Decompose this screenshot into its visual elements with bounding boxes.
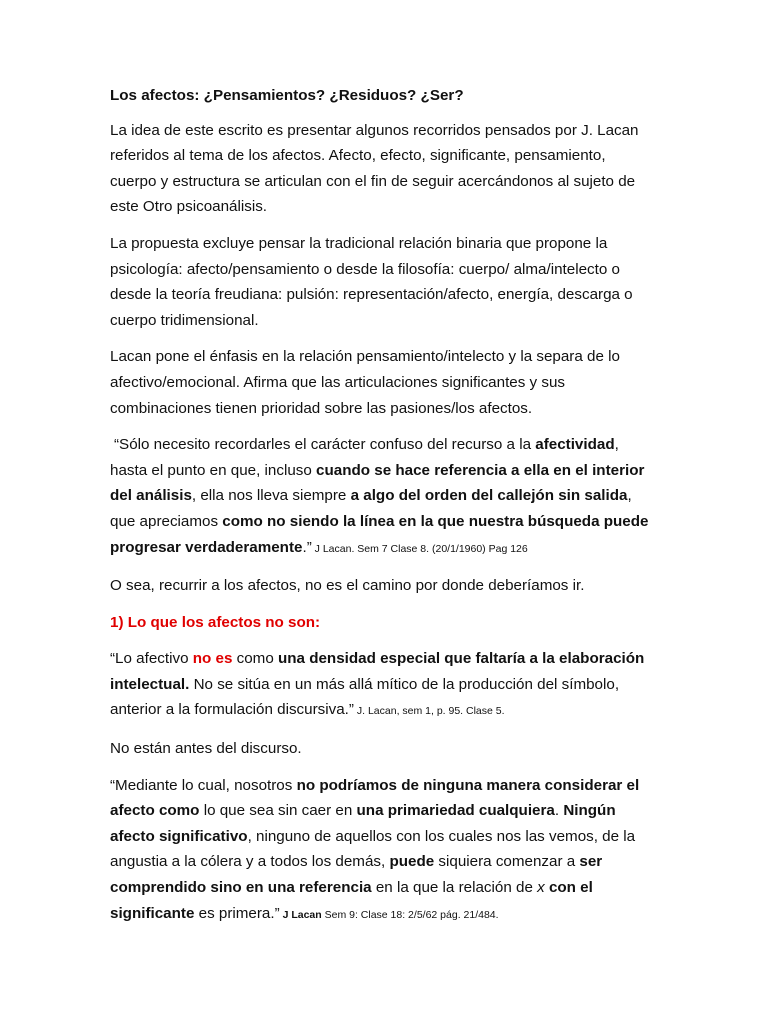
quote-text: No se sitúa en un más allá mítico de la producción del símbolo, anterior a la formulación discursiva.” xyxy=(110,675,620,719)
document-title: Los afectos: ¿Pensamientos? ¿Residuos? ¿Ser? xyxy=(110,87,464,104)
paragraph-proposal: La propuesta excluye pensar la tradicional relación binaria que propone la psicología: afecto/pensamiento o desde la filosofía: cuerpo/ alma/intelecto o desde la teoría freudiana: pulsión: representación/afecto, energía, descarga o cuerpo tridimensional. xyxy=(110,234,633,329)
citation: Sem 9: Clase 18: 2/5/62 pág. 21/484. xyxy=(321,908,499,921)
quote-emphasis: afectividad xyxy=(535,436,615,454)
document-page xyxy=(110,83,650,939)
citation: J. Lacan, sem 1, p. 95. Clase 5. xyxy=(353,705,505,718)
quote-text: , ella nos lleva siempre xyxy=(191,487,351,505)
quote-emphasis: con el significante xyxy=(110,879,593,922)
quote-text: lo que sea sin caer en xyxy=(199,802,357,820)
quote-text: como xyxy=(232,650,278,668)
quote-text: en la que la relación de xyxy=(371,879,538,897)
quote-lo-afectivo xyxy=(110,646,650,725)
quote-emphasis: a algo del orden del callejón sin salida xyxy=(350,487,628,505)
quote-text: siquiera comenzar a xyxy=(434,853,580,871)
quote-text: , ninguno de aquellos con los cuales nos las vemos, de la angustia a la cólera y a todos los demás, xyxy=(110,827,636,871)
citation-author: J Lacan xyxy=(279,908,322,921)
quote-italic: x xyxy=(537,879,545,897)
quote-afectividad xyxy=(110,432,650,562)
paragraph-lacan-emphasis: Lacan pone el énfasis en la relación pensamiento/intelecto y la separa de lo afectivo/emocional. Afirma que las articulaciones significantes y sus combinaciones tienen prioridad sobre las pasiones/los afectos. xyxy=(110,348,620,417)
quote-text: es primera.” xyxy=(194,904,280,922)
quote-emphasis: una densidad especial que faltaría a la elaboración intelectual. xyxy=(110,650,645,693)
quote-text: , hasta el punto en que, incluso xyxy=(110,436,619,479)
paragraph-antes-discurso: No están antes del discurso. xyxy=(110,740,302,758)
quote-text: “Mediante lo cual, nosotros xyxy=(110,776,297,794)
quote-emphasis: no podríamos de ninguna manera considerar el afecto como xyxy=(110,776,640,820)
quote-emphasis: puede xyxy=(389,853,435,871)
quote-red-emphasis: no es xyxy=(192,650,233,668)
citation: J Lacan. Sem 7 Clase 8. (20/1/1960) Pag 126 xyxy=(311,542,528,555)
quote-text: .” xyxy=(302,538,312,556)
quote-text: , que apreciamos xyxy=(110,487,632,530)
quote-emphasis: una primariedad cualquiera xyxy=(356,802,555,820)
paragraph-intro: La idea de este escrito es presentar algunos recorridos pensados por J. Lacan referidos al tema de los afectos. Afecto, efecto, significante, pensamiento, cuerpo y estructura se articulan con el fin de seguir acercándonos al sujeto de este Otro psicoanálisis. xyxy=(110,121,639,216)
quote-emphasis: cuando se hace referencia a ella en el interior del análisis xyxy=(110,461,645,505)
section-heading: 1) Lo que los afectos no son: xyxy=(110,613,321,631)
quote-emphasis: ser comprendido sino en una referencia xyxy=(110,853,603,897)
paragraph-conclusion: O sea, recurrir a los afectos, no es el camino por donde deberíamos ir. xyxy=(110,577,585,595)
quote-emphasis: Ningún afecto significativo xyxy=(110,802,616,845)
quote-primariedad xyxy=(110,773,650,929)
quote-text: “Sólo necesito recordarles el carácter confuso del recurso a la xyxy=(114,436,536,454)
quote-text: . xyxy=(554,802,564,820)
quote-text: “Lo afectivo xyxy=(110,650,193,668)
quote-emphasis: como no siendo la línea en la que nuestra búsqueda puede progresar verdaderamente xyxy=(110,512,649,556)
